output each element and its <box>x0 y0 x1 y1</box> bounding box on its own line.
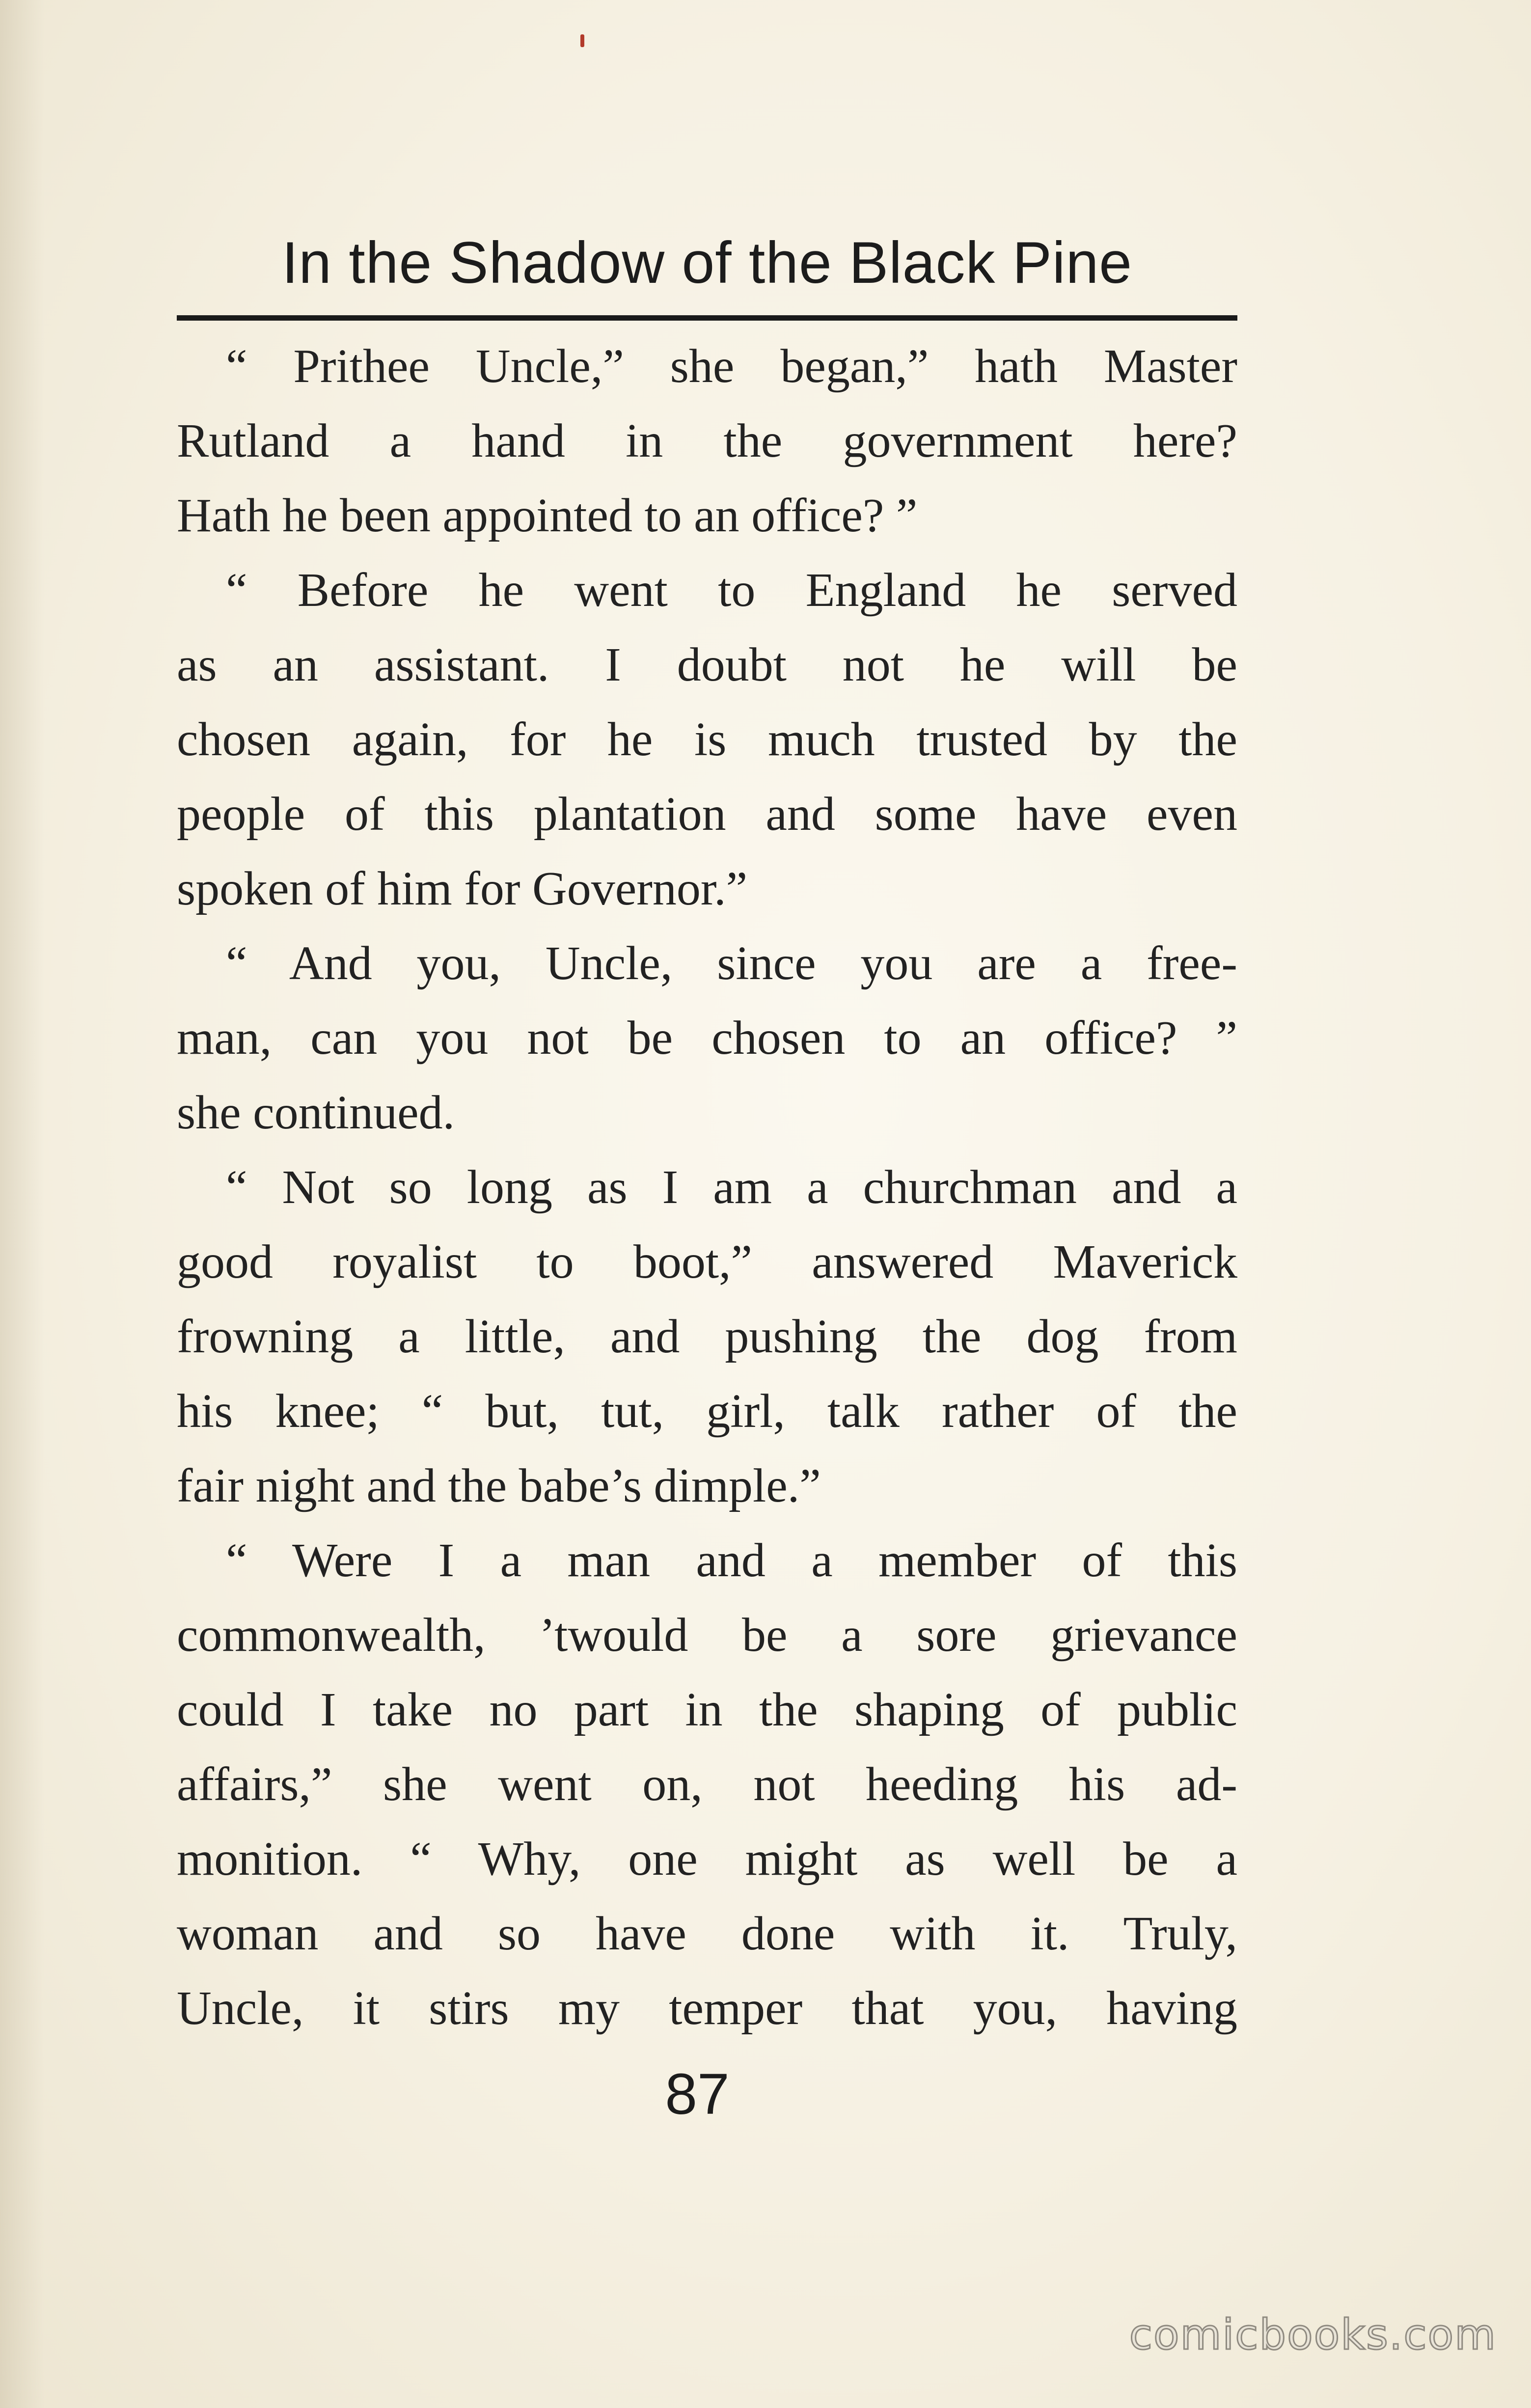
text-line: good royalist to boot,” answered Maverick <box>177 1235 1237 1288</box>
text-line: spoken of him for Governor.” <box>177 862 748 915</box>
text-line: affairs,” she went on, not heeding his ad- <box>177 1758 1237 1811</box>
page-number: 87 <box>665 2062 730 2127</box>
text-line: woman and so have done with it. Truly, <box>177 1907 1237 1960</box>
text-line: chosen again, for he is much trusted by the <box>177 713 1237 766</box>
text-line: “ Not so long as I am a churchman and a <box>226 1161 1237 1214</box>
running-head: In the Shadow of the Black Pine <box>281 230 1133 296</box>
text-line: “ Before he went to England he served <box>226 564 1237 617</box>
text-line: people of this plantation and some have even <box>177 788 1237 841</box>
text-line: Uncle, it stirs my temper that you, having <box>177 1982 1237 2035</box>
text-line: “ Prithee Uncle,” she began,” hath Master <box>226 340 1237 393</box>
text-line: monition. “ Why, one might as well be a <box>177 1833 1237 1886</box>
text-line: his knee; “ but, tut, girl, talk rather of the <box>177 1385 1237 1438</box>
text-line: Rutland a hand in the government here? <box>177 414 1237 467</box>
text-line: “ Were I a man and a member of this <box>226 1534 1237 1587</box>
text-line: Hath he been appointed to an office? ” <box>177 489 918 542</box>
ink-mark <box>580 34 584 47</box>
text-line: she continued. <box>177 1086 455 1139</box>
text-line: man, can you not be chosen to an office? ” <box>177 1012 1237 1065</box>
page-edge-shadow <box>0 0 44 2408</box>
text-line: as an assistant. I doubt not he will be <box>177 638 1237 691</box>
watermark: comicbooks.com <box>1129 2310 1497 2359</box>
text-line: commonwealth, ’twould be a sore grievance <box>177 1609 1237 1662</box>
body-text <box>177 329 1237 2046</box>
text-line: fair night and the babe’s dimple.” <box>177 1459 821 1512</box>
text-line: could I take no part in the shaping of public <box>177 1683 1237 1736</box>
text-line: frowning a little, and pushing the dog from <box>177 1310 1237 1363</box>
header-rule <box>177 315 1237 321</box>
text-line: “ And you, Uncle, since you are a free- <box>226 937 1237 990</box>
